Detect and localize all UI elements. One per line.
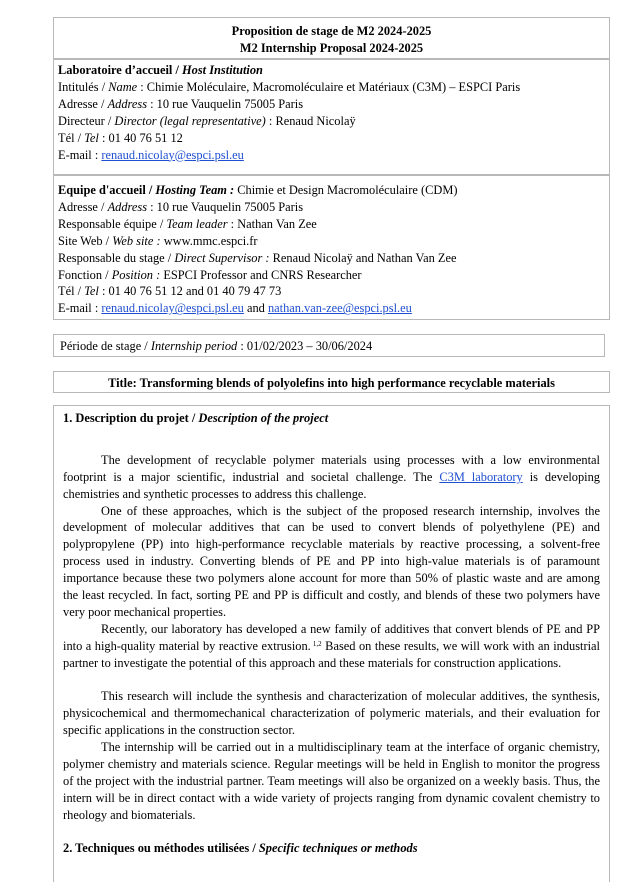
host-name-row: Intitulés / Name : Chimie Moléculaire, Macromoléculaire et Matériaux (C3M) – ESPCI Paris (58, 79, 521, 94)
host-heading: Laboratoire d’accueil / Host Institution (58, 63, 263, 77)
description-paragraph-3: Recently, our laboratory has developed a new family of additives that convert blends of PE and PP into a high-quality material by reactive extrusion. $^{1,2}$ Based on these results, we will work with an industrial partner to investigate the potential of this approach and these materials for construction applications. (63, 621, 600, 670)
team-email-row: E-mail : renaud.nicolay@espci.psl.eu and nathan.van-zee@espci.psl.eu (58, 301, 412, 316)
hosting-team-box (53, 175, 610, 320)
title-en: M2 Internship Proposal 2024-2025 (239, 40, 424, 55)
team-tel-row: Tél / Tel : 01 40 76 51 12 and 01 40 79 47 73 (58, 284, 282, 299)
team-email-link-2[interactable]: nathan.van-zee@espci.psl.eu (267, 301, 412, 316)
team-heading: Equipe d'accueil / Hosting Team : Chimie et Design Macromoléculaire (CDM) (58, 183, 458, 197)
team-supervisor-row: Responsable du stage / Direct Supervisor : Renaud Nicolaÿ and Nathan Van Zee (58, 250, 457, 265)
host-email-row: E-mail : renaud.nicolay@espci.psl.eu (58, 147, 244, 162)
description-paragraph-2: One of these approaches, which is the subject of the proposed research internship, involves the development of molecular additives that can be used to convert blends of polyethylene (PE) and polypropylene (PP) into high-performance recyclable materials by reactive processing, a solvent-free process used in industry. Converting blends of PE and PP into high-value materials is of paramount importance because these two polymers alone account for more than 50% of plastic waste and are among the least recycled. In fact, sorting PE and PP is difficult and costly, and blends of these two polymers have very poor mechanical properties. (63, 503, 600, 619)
host-director-row: Directeur / Director (legal representative) : Renaud Nicolaÿ (58, 113, 356, 128)
host-address-row: Adresse / Address : 10 rue Vauquelin 75005 Paris (58, 96, 304, 111)
team-website-row: Site Web / Web site : www.mmc.espci.fr (58, 233, 258, 248)
header-box (53, 17, 610, 59)
description-paragraph-5: The internship will be carried out in a multidisciplinary team at the interface of organic chemistry, polymer chemistry and materials science. Regular meetings will be held in English to monitor the progress of the project with the industrial partner. Team meetings will also be organized on a weekly basis. Thus, the intern will be in direct contact with a wide variety of projects ranging from dynamic covalent chemistry to rheology and biomaterials. (63, 740, 600, 822)
description-paragraph-1: The development of recyclable polymer materials using processes with a low environmental footprint is a major scientific, industrial and societal challenge. The C3M laboratory is developing chemistries and synthetic processes to address this challenge. (63, 452, 600, 501)
team-address-row: Adresse / Address : 10 rue Vauquelin 75005 Paris (58, 199, 304, 214)
host-email-link[interactable]: renaud.nicolay@espci.psl.eu (101, 147, 244, 162)
description-box (53, 405, 610, 882)
description-heading: 1. Description du projet / Description of the project (63, 411, 329, 425)
project-title: Title: Transforming blends of polyolefins into high performance recyclable materials (108, 376, 555, 390)
citation-superscript: 1,2 (310, 639, 322, 648)
c3m-laboratory-link[interactable]: C3M laboratory (439, 469, 523, 484)
team-email-link-1[interactable]: renaud.nicolay@espci.psl.eu (101, 301, 244, 316)
host-institution-box (53, 59, 610, 175)
title-fr: Proposition de stage de M2 2024-2025 (231, 24, 432, 38)
host-tel-row: Tél / Tel : 01 40 76 51 12 (58, 130, 183, 145)
team-position-row: Fonction / Position : ESPCI Professor and CNRS Researcher (58, 267, 362, 282)
project-title-box (53, 371, 610, 393)
period-row: Période de stage / Internship period : 01/02/2023 – 30/06/2024 (60, 339, 373, 353)
period-box (53, 334, 605, 357)
description-paragraph-4: This research will include the synthesis and characterization of molecular additives, the synthesis, physicochemical and thermomechanical characterization of polymeric materials, and their evaluation for specific applications in the construction sector. (63, 689, 600, 738)
team-leader-row: Responsable équipe / Team leader : Nathan Van Zee (58, 216, 317, 231)
techniques-heading: 2. Techniques ou méthodes utilisées / Specific techniques or methods (63, 840, 418, 855)
